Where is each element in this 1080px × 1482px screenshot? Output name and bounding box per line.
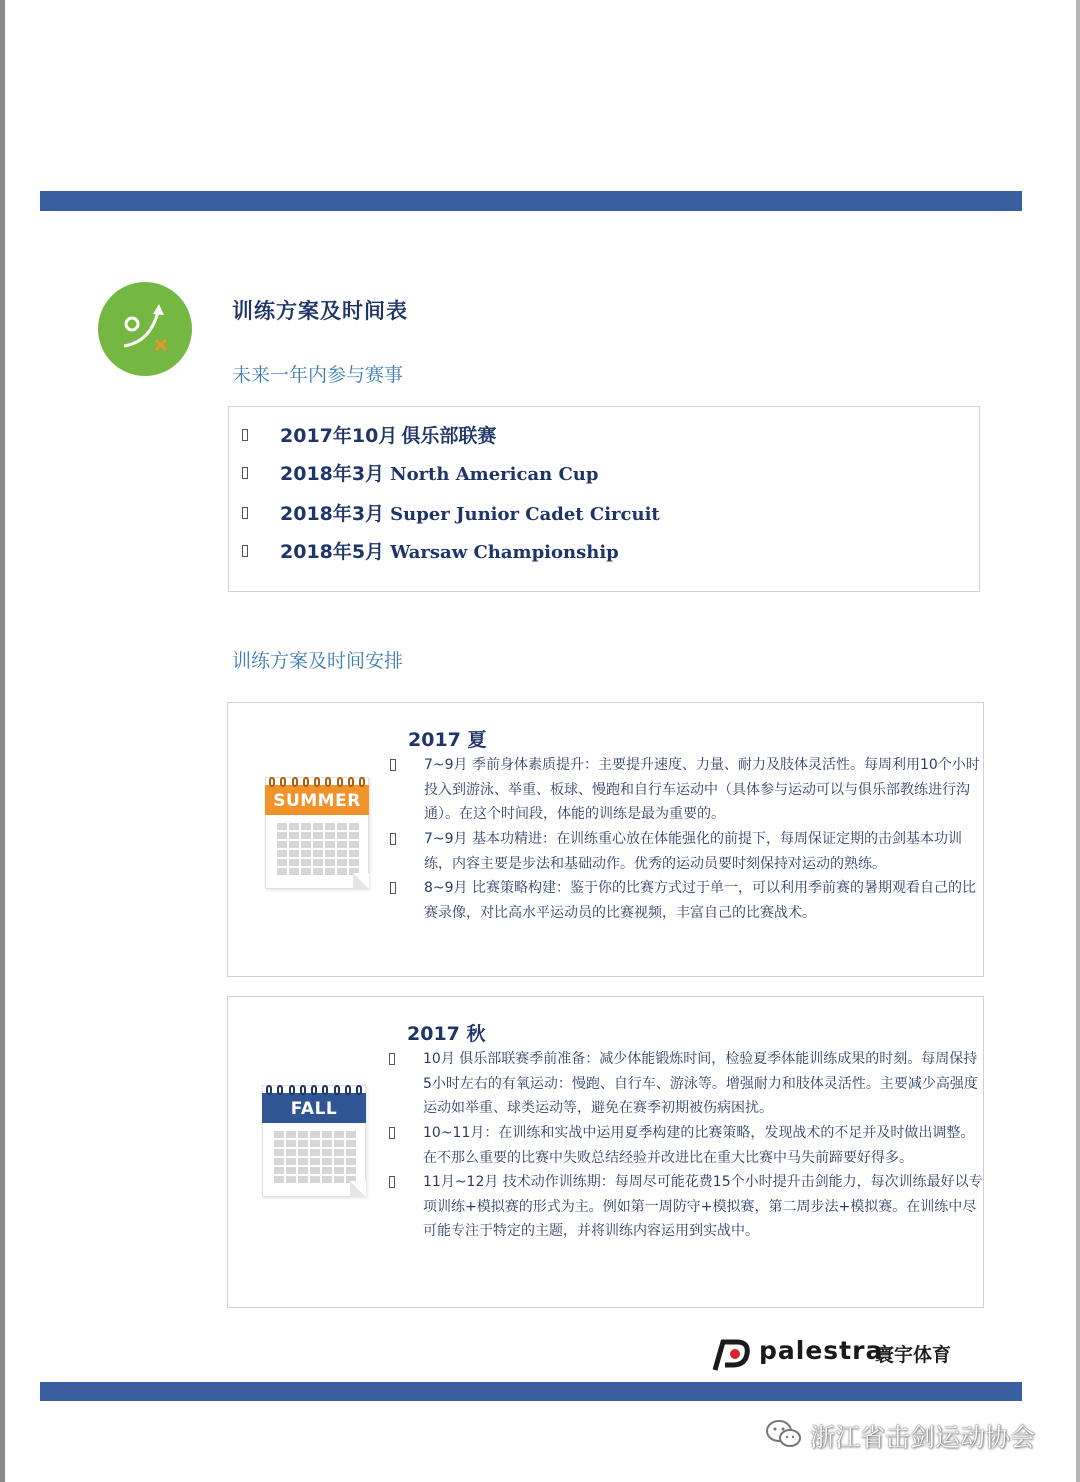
season-item-text: 10~11月：在训练和实战中运用夏季构建的比赛策略，发现战术的不足并及时做出调整。在不那么重要的比赛中失败总结经验并改进比在重大比赛中马失前蹄要好得多。 — [423, 1125, 975, 1166]
event-date: 2018年3月 — [280, 463, 385, 485]
event-date: 2018年5月 — [280, 541, 385, 563]
bullet-icon — [242, 507, 248, 519]
season-item — [424, 753, 984, 827]
event-line — [280, 537, 619, 564]
palestra-mark-icon — [711, 1338, 751, 1372]
season-title: 2017 夏 — [408, 729, 487, 751]
bullet-icon — [389, 1176, 395, 1188]
season-item-text: 8~9月 比赛策略构建：鉴于你的比赛方式过于单一，可以利用季前赛的暑期观看自己的比赛录像，对比高水平运动员的比赛视频，丰富自己的比赛战术。 — [424, 880, 976, 921]
event-date: 2017年10月 — [280, 425, 398, 447]
event-item — [229, 459, 969, 489]
bullet-icon — [389, 1053, 395, 1065]
bullet-icon — [242, 429, 248, 441]
wechat-icon — [764, 1418, 804, 1450]
page-title: 训练方案及时间表 — [232, 299, 408, 323]
summer-calendar-icon — [265, 777, 369, 889]
season-item — [423, 1047, 983, 1121]
event-name: North American Cup — [390, 464, 599, 485]
events-box — [228, 406, 980, 592]
event-name: 俱乐部联赛 — [401, 425, 497, 447]
season-fall-box — [227, 996, 984, 1308]
event-item — [229, 421, 969, 451]
season-item-text: 7~9月 基本功精进：在训练重心放在体能强化的前提下，每周保证定期的击剑基本功训练，内容主要是步法和基础动作。优秀的运动员要时刻保持对运动的熟练。 — [424, 831, 962, 872]
brand-name-cn: 寰宇体育 — [875, 1344, 952, 1366]
event-item — [229, 499, 969, 529]
season-item — [424, 876, 984, 925]
section-logo-icon — [98, 282, 192, 376]
bullet-icon — [242, 545, 248, 557]
bullet-icon — [390, 833, 396, 845]
season-summer-box — [227, 702, 984, 977]
event-line — [280, 459, 598, 486]
watermark — [764, 1416, 1054, 1452]
bullet-icon — [390, 759, 396, 771]
event-name: Super Junior Cadet Circuit — [390, 504, 660, 525]
events-subtitle: 未来一年内参与赛事 — [232, 364, 404, 386]
season-item — [423, 1121, 983, 1170]
calendar-label: FALL — [262, 1093, 366, 1123]
fall-calendar-icon — [262, 1085, 366, 1197]
event-name: Warsaw Championship — [390, 542, 619, 563]
season-item — [424, 827, 984, 876]
page-left-edge — [0, 0, 5, 1482]
bullet-icon — [242, 467, 248, 479]
event-line — [280, 499, 660, 526]
event-item — [229, 537, 969, 567]
top-divider-bar — [40, 191, 1022, 211]
calendar-label: SUMMER — [265, 785, 369, 815]
season-item-text: 7~9月 季前身体素质提升：主要提升速度、力量、耐力及肢体灵活性。每周利用10个小时投入到游泳、举重、板球、慢跑和自行车运动中（具体参与运动可以与俱乐部教练进行沟通）。在这个时间段，体能的训练是最为重要的。 — [424, 757, 980, 823]
bullet-icon — [390, 882, 396, 894]
plan-subtitle: 训练方案及时间安排 — [232, 650, 404, 672]
watermark-text: 浙江省击剑运动协会 — [810, 1423, 1036, 1452]
season-item-text: 10月 俱乐部联赛季前准备：减少体能锻炼时间，检验夏季体能训练成果的时刻。每周保持5小时左右的有氧运动：慢跑、自行车、游泳等。增强耐力和肢体灵活性。主要减少高强度运动如举重、球类运动等，避免在赛季初期被伤病困扰。 — [423, 1051, 978, 1117]
season-item — [423, 1170, 983, 1244]
brand-logo — [711, 1336, 971, 1372]
season-title: 2017 秋 — [407, 1023, 486, 1045]
page-right-edge — [1076, 0, 1080, 1482]
brand-name: palestra — [759, 1336, 884, 1365]
bullet-icon — [389, 1127, 395, 1139]
season-item-text: 11月~12月 技术动作训练期：每周尽可能花费15个小时提升击剑能力，每次训练最好以专项训练+模拟赛的形式为主。例如第一周防守+模拟赛，第二周步法+模拟赛。在训练中尽可能专注于特定的主题，并将训练内容运用到实战中。 — [423, 1174, 983, 1240]
event-date: 2018年3月 — [280, 503, 385, 525]
event-line — [280, 421, 496, 448]
bottom-divider-bar — [40, 1382, 1022, 1401]
